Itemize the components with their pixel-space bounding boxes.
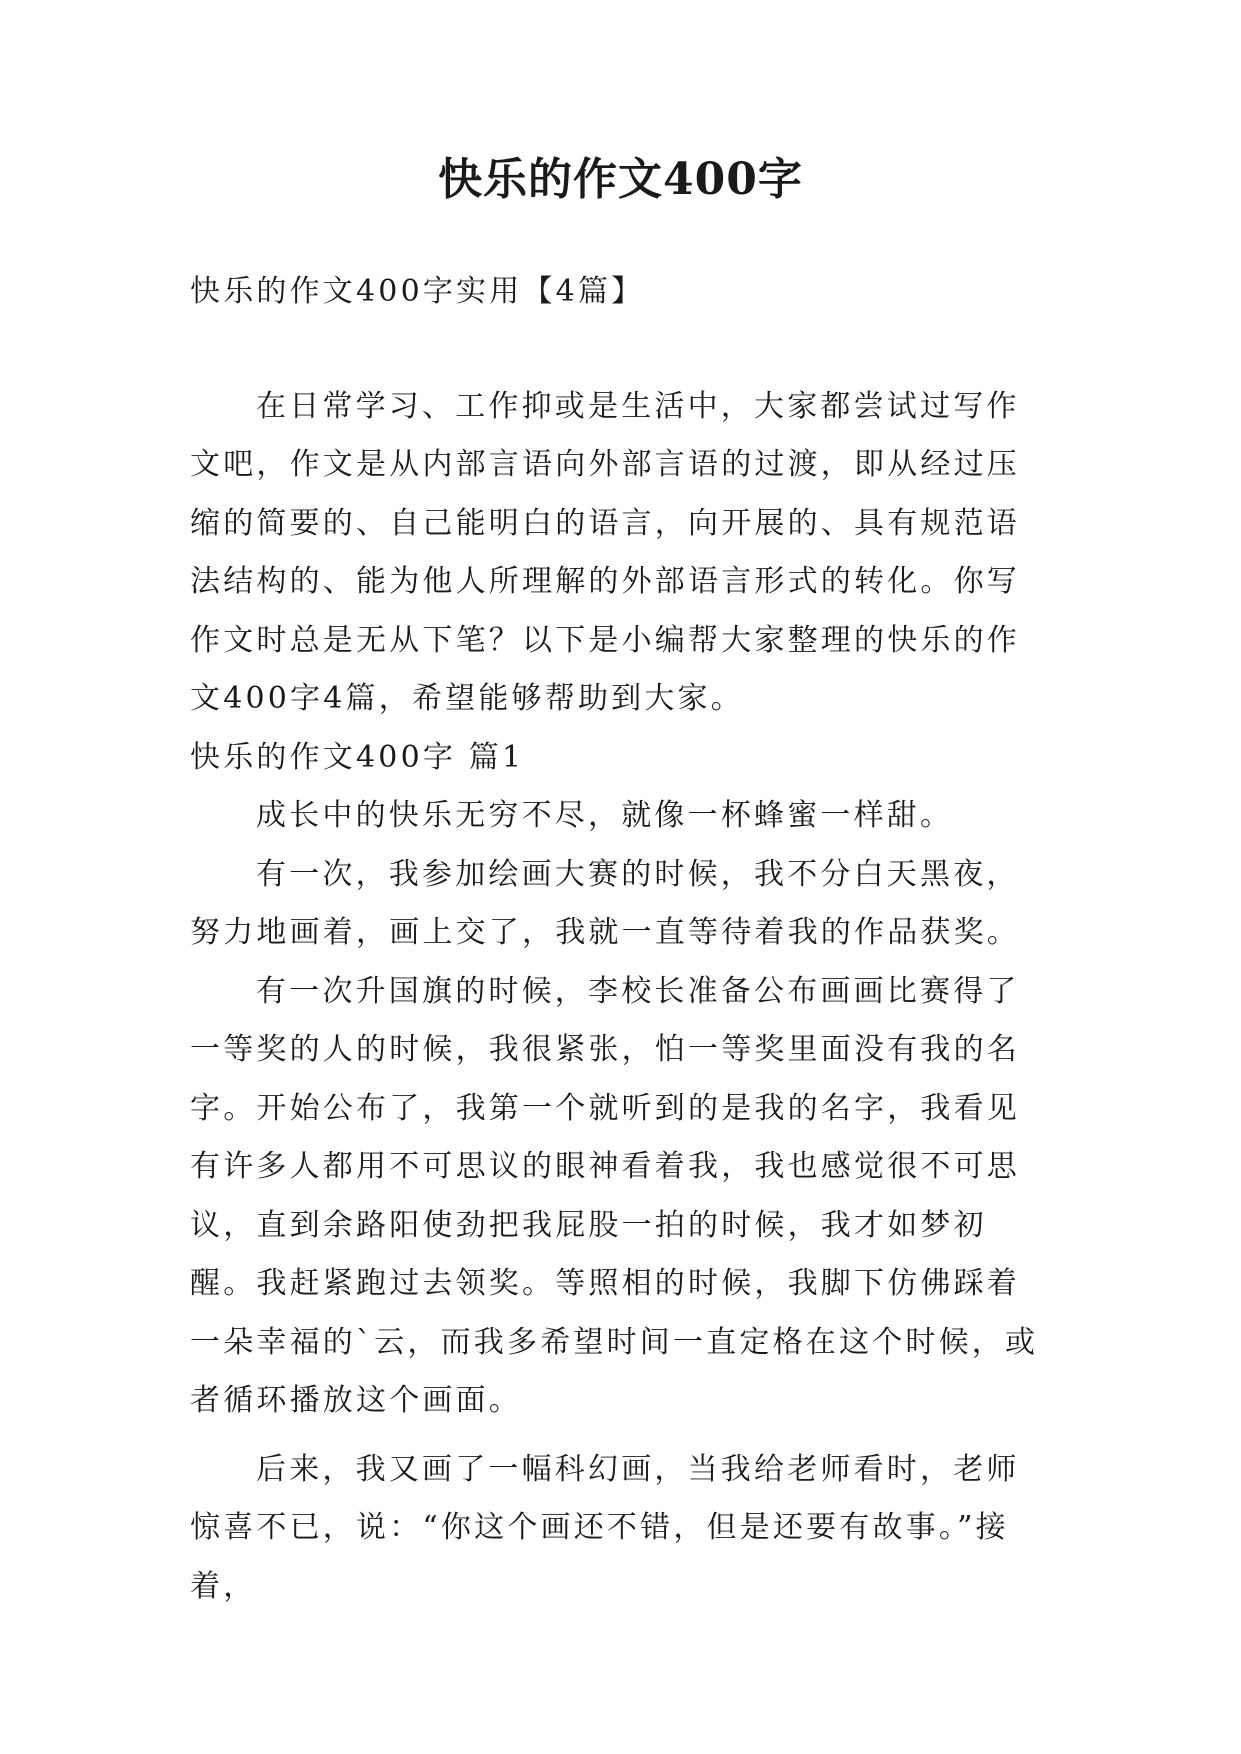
body-paragraph-1: 成长中的快乐无穷不尽，就像一杯蜂蜜一样甜。 [256, 798, 954, 833]
document-subtitle: 快乐的作文400字实用【4篇】 [190, 274, 645, 309]
body-paragraph-2: 有一次，我参加绘画大赛的时候，我不分白天黑夜，努力地画着，画上交了，我就一直等待着我的作品获奖。 [190, 856, 1020, 950]
body-paragraph-4: 后来，我又画了一幅科幻画，当我给老师看时，老师惊喜不已，说：“你这个画还不错，但是还要有故事。”接着， [190, 1451, 1020, 1604]
document-body [190, 263, 1050, 1616]
section-heading: 快乐的作文400字 篇1 [190, 739, 525, 775]
document-title: 快乐的作文400字 [438, 154, 803, 205]
body-paragraph-3: 有一次升国旗的时候，李校长准备公布画画比赛得了一等奖的人的时候，我很紧张，怕一等奖里面没有我的名字。开始公布了，我第一个就听到的是我的名字，我看见有许多人都用不可思议的眼神看着我，我也感觉很不可思议，直到余路阳使劲把我屁股一拍的时候，我才如梦初醒。我赶紧跑过去领奖。等照相的时候，我脚下仿佛踩着一朵幸福的`云，而我多希望时间一直定格在这个时候，或者循环播放这个画面。 [190, 973, 1039, 1418]
intro-paragraph: 在日常学习、工作抑或是生活中，大家都尝试过写作文吧，作文是从内部言语向外部言语的过渡，即从经过压缩的简要的、自己能明白的语言，向开展的、具有规范语法结构的、能为他人所理解的外部语言形式的转化。你写作文时总是无从下笔？以下是小编帮大家整理的快乐的作文400字4篇，希望能够帮助到大家。 [190, 388, 1020, 716]
